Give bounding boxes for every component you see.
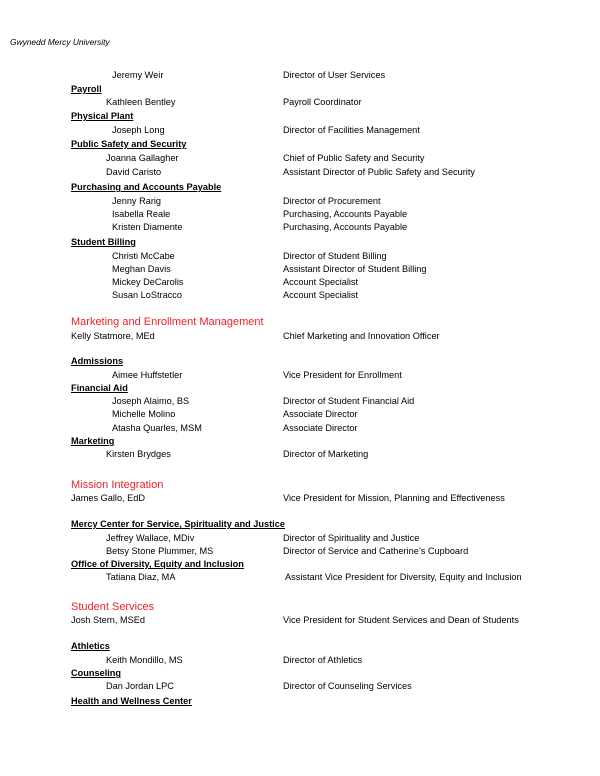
staff-title: Director of Student Billing [283, 251, 387, 261]
section-heading-mission-integration: Mission Integration [71, 479, 164, 491]
section-lead-title: Vice President for Mission, Planning and Effectiveness [283, 493, 505, 503]
department-heading-diversity-equity-inclusion: Office of Diversity, Equity and Inclusion [71, 559, 244, 569]
staff-title: Account Specialist [283, 290, 359, 300]
department-heading-marketing: Marketing [71, 436, 115, 446]
staff-name: Tatiana Diaz, MA [106, 572, 176, 582]
staff-title: Account Specialist [283, 277, 359, 287]
staff-name: Kathleen Bentley [106, 97, 176, 107]
staff-title: Director of Service and Catherine’s Cupboard [283, 546, 469, 556]
staff-title: Director of Counseling Services [283, 681, 412, 691]
staff-name: Joseph Alaimo, BS [112, 396, 190, 406]
department-heading-purchasing: Purchasing and Accounts Payable [71, 182, 222, 192]
staff-name: Keith Mondillo, MS [106, 655, 183, 665]
staff-name: Joanna Gallagher [106, 153, 179, 163]
staff-title: Director of User Services [283, 70, 386, 80]
page-header-institution: Gwynedd Mercy University [10, 37, 110, 47]
staff-name: Kristen Diamente [112, 222, 183, 232]
staff-name: Michelle Molino [112, 409, 176, 419]
department-heading-student-billing: Student Billing [71, 237, 136, 247]
section-lead-name: Josh Stern, MSEd [71, 615, 146, 625]
staff-name: Susan LoStracco [112, 290, 182, 300]
department-heading-athletics: Athletics [71, 641, 110, 651]
staff-name: Jeffrey Wallace, MDiv [106, 533, 195, 543]
department-heading-mercy-center: Mercy Center for Service, Spirituality and Justice [71, 519, 285, 529]
staff-title: Associate Director [283, 409, 358, 419]
staff-title: Vice President for Enrollment [283, 370, 402, 380]
staff-name: Atasha Quarles, MSM [112, 423, 202, 433]
department-heading-physical-plant: Physical Plant [71, 111, 134, 121]
staff-title: Chief of Public Safety and Security [283, 153, 425, 163]
section-heading-student-services: Student Services [71, 601, 155, 613]
staff-name: Meghan Davis [112, 264, 171, 274]
section-heading-marketing-enrollment: Marketing and Enrollment Management [71, 316, 264, 328]
staff-title: Director of Student Financial Aid [283, 396, 415, 406]
staff-title: Director of Marketing [283, 449, 369, 459]
staff-name: Jeremy Weir [112, 70, 164, 80]
department-heading-counseling: Counseling [71, 668, 122, 678]
staff-name: Isabella Reale [112, 209, 171, 219]
staff-name: Jenny Rarig [112, 196, 162, 206]
staff-title: Purchasing, Accounts Payable [283, 222, 408, 232]
staff-name: Dan Jordan LPC [106, 681, 174, 691]
department-heading-financial-aid: Financial Aid [71, 383, 128, 393]
staff-name: Christi McCabe [112, 251, 175, 261]
section-lead-title: Vice President for Student Services and Dean of Students [283, 615, 519, 625]
staff-title: Director of Athletics [283, 655, 363, 665]
staff-name: Aimee Huffstetler [112, 370, 183, 380]
staff-name: Kirsten Brydges [106, 449, 171, 459]
staff-title: Associate Director [283, 423, 358, 433]
staff-title: Payroll Coordinator [283, 97, 362, 107]
department-heading-health-wellness: Health and Wellness Center [71, 696, 192, 706]
section-lead-name: James Gallo, EdD [71, 493, 146, 503]
staff-name: Betsy Stone Plummer, MS [106, 546, 214, 556]
department-heading-admissions: Admissions [71, 356, 124, 366]
staff-title: Purchasing, Accounts Payable [283, 209, 408, 219]
section-lead-title: Chief Marketing and Innovation Officer [283, 331, 440, 341]
staff-title: Assistant Vice President for Diversity, Equity and Inclusion [285, 572, 522, 582]
staff-title: Assistant Director of Public Safety and Security [283, 167, 475, 177]
staff-title: Director of Procurement [283, 196, 381, 206]
department-heading-payroll: Payroll [71, 84, 102, 94]
staff-name: Mickey DeCarolis [112, 277, 184, 287]
staff-title: Director of Facilities Management [283, 125, 420, 135]
staff-name: David Caristo [106, 167, 162, 177]
department-heading-public-safety: Public Safety and Security [71, 139, 187, 149]
section-lead-name: Kelly Statmore, MEd [71, 331, 155, 341]
staff-title: Assistant Director of Student Billing [283, 264, 427, 274]
staff-title: Director of Spirituality and Justice [283, 533, 420, 543]
staff-name: Joseph Long [112, 125, 165, 135]
